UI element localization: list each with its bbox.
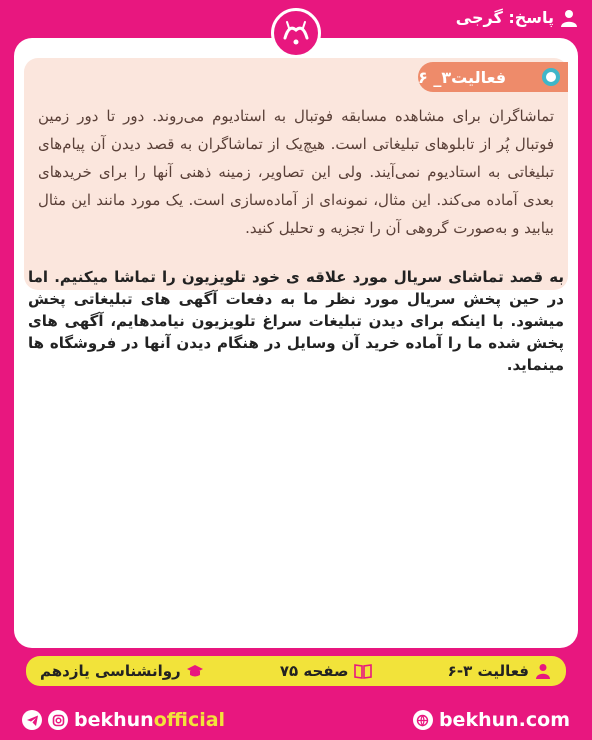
brand-logo-icon (271, 8, 321, 58)
answer-text: به قصد تماشای سریال مورد علاقه ی خود تلویزیون را تماشا میکنیم. اما در حین پخش سریال مورد نظر ما به دفعات آگهی های تبلیغاتی پخش میشود. با اینکه برای دیدن تبلیغات سراغ تلویزیون نیامدهایم، آگهی های پخش شده ما را آماده خرید آن وسایل در هنگام دیدن آنها در فروشگاه ها مینماید. (28, 268, 564, 374)
social-bar (0, 700, 592, 740)
footer-activity-label: فعالیت ۳-۶ (447, 662, 529, 680)
handle-prefix: bekhun (74, 709, 154, 731)
answer-author-label: پاسخ: گرجی (455, 8, 554, 27)
website-url[interactable]: bekhun.com (438, 709, 570, 731)
handle-suffix: official (153, 709, 226, 731)
footer-page-label: صفحه ۷۵ (279, 662, 349, 680)
footer-bar (26, 656, 566, 686)
instagram-handle[interactable] (74, 709, 225, 731)
tag-dot-icon (542, 68, 560, 86)
telegram-icon[interactable] (22, 710, 42, 730)
person-icon (534, 663, 552, 679)
activity-question-text: تماشاگران برای مشاهده مسابقه فوتبال به استادیوم می‌روند. دور تا دور زمین فوتبال پُر از تابلوهای تبلیغاتی است. هیچ‌یک از تماشاگران به قصد دیدن آن پیام‌های تبلیغاتی به استادیوم نمی‌آیند. ولی این تصاویر، زمینه ذهنی آنها را برای خریدهای بعدی آماده می‌کند. این مثال، نمونه‌ای از آماده‌سازی است. یک مورد مانند این مثال بیابید و به‌صورت گروهی آن را تجزیه و تحلیل کنید. (38, 107, 554, 237)
instagram-icon[interactable] (48, 710, 68, 730)
footer-course (40, 662, 204, 680)
graduation-cap-icon (186, 663, 204, 679)
activity-tag (418, 62, 568, 92)
activity-box (24, 58, 568, 290)
social-handles[interactable] (22, 709, 225, 731)
footer-activity (448, 662, 552, 680)
globe-icon (413, 710, 433, 730)
book-icon (354, 663, 372, 679)
answer-author (456, 8, 578, 27)
content-card (14, 38, 578, 648)
website-link[interactable] (413, 709, 570, 731)
footer-page (280, 662, 372, 680)
footer-course-label: روانشناسی یازدهم (40, 662, 181, 680)
activity-tag-label: فعالیت۳_ ۶ (418, 67, 507, 87)
user-icon (560, 9, 578, 27)
